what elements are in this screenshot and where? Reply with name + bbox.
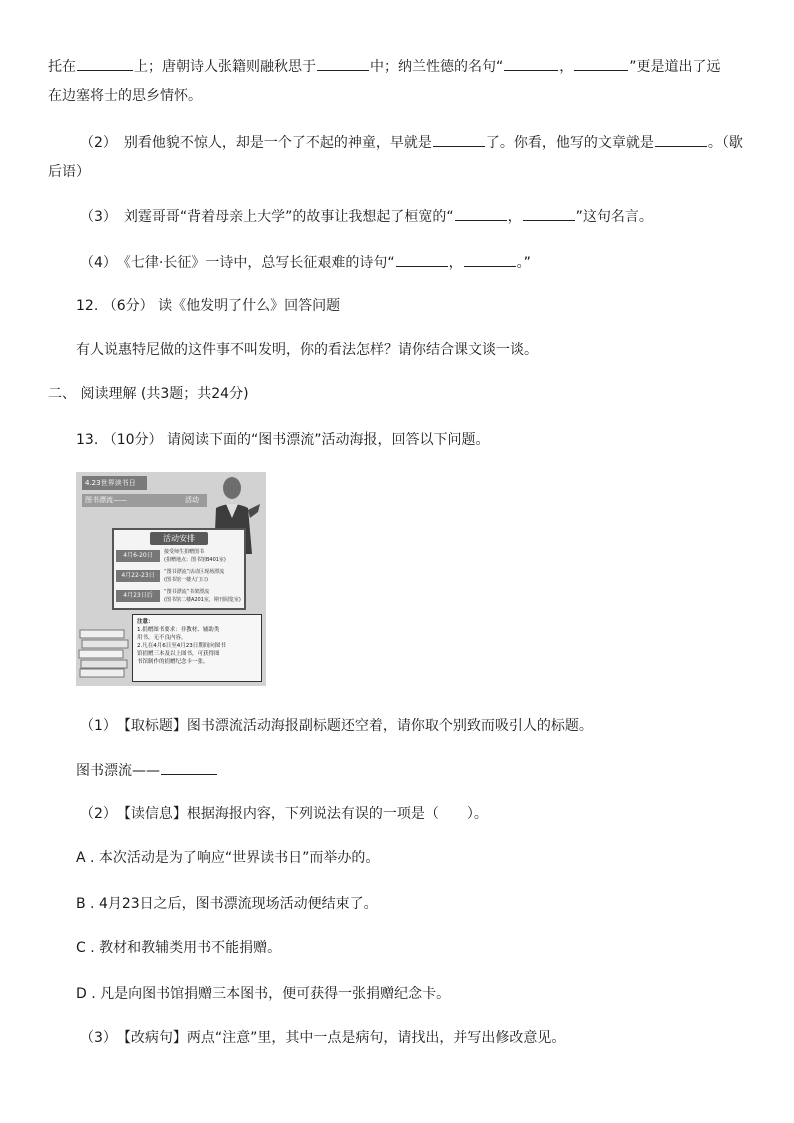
poster-date-label: 4.23世界读书日	[82, 476, 147, 490]
question-13-1: （1） 【取标题】图书漂流活动海报副标题还空着，请你取个别致而吸引人的标题。	[80, 718, 593, 734]
schedule-row: 4月6-20日 接受师生捐赠图书 (捐赠地点：图书馆B401室)	[116, 548, 242, 566]
question-3: （3） 刘霆哥哥“背着母亲上大学”的故事让我想起了桓宽的“ ， ”这句名言。	[80, 206, 653, 227]
blank[interactable]	[504, 56, 558, 71]
question-13-1-answer: 图书漂流——	[76, 760, 218, 781]
schedule-row: 4月22-23日 “图书漂流”活动区现场漂流 (图书馆一楼大门口)	[116, 568, 242, 586]
book-drift-poster	[76, 472, 266, 686]
board-title: 活动安排	[150, 532, 208, 545]
option-a: A . 本次活动是为了响应“世界读书日”而举办的。	[76, 850, 380, 866]
blank[interactable]	[655, 132, 707, 147]
option-b: B . 4月23日之后，图书漂流现场活动便结束了。	[76, 896, 378, 912]
blank[interactable]	[464, 252, 516, 267]
option-d: D . 凡是向图书馆捐赠三本图书，便可获得一张捐赠纪念卡。	[76, 986, 451, 1002]
blank[interactable]	[433, 132, 485, 147]
question-13-3: （3） 【改病句】两点“注意”里，其中一点是病句，请找出，并写出修改意见。	[80, 1030, 566, 1046]
question-12: 12. （6分） 读《他发明了什么》回答问题	[76, 298, 341, 314]
question-13: 13. （10分） 请阅读下面的“图书漂流”活动海报，回答以下问题。	[76, 432, 490, 448]
blank[interactable]	[396, 252, 448, 267]
blank[interactable]	[161, 760, 217, 775]
book-stack-icon	[78, 622, 130, 678]
poster-subtitle: 图书漂流—— 活动	[82, 494, 207, 507]
blank[interactable]	[317, 56, 369, 71]
activity-board	[112, 528, 246, 610]
text-line-1: 托在 上；唐朝诗人张籍则融秋思于 中；纳兰性德的名句“ ， ”更是道出了远	[48, 56, 721, 77]
section-2-heading: 二、 阅读理解 (共3题；共24分)	[48, 386, 249, 402]
blank[interactable]	[523, 206, 575, 221]
schedule-row: 4月23日后 “图书漂流”书架漂流 (图书馆二楼A201室，期刊阅览室)	[116, 588, 242, 606]
question-2-cont: 后语）	[48, 164, 90, 180]
option-c: C . 教材和教辅类用书不能捐赠。	[76, 940, 282, 956]
blank[interactable]	[77, 56, 133, 71]
question-4: （4） 《七律·长征》一诗中，总写长征艰难的诗句“ ， 。”	[80, 252, 531, 273]
blank[interactable]	[574, 56, 628, 71]
poster-note-box: 注意： 1.捐赠图书要求：非教材、辅助类 用书，无不良内容。 2.凡在4月6日至4月23日期间向图书 馆捐赠三本及以上图书，可获得图 书馆制作的捐赠纪念卡一张。	[132, 614, 262, 682]
text-line-2: 在边塞将士的思乡情怀。	[48, 88, 202, 104]
question-13-2: （2） 【读信息】根据海报内容，下列说法有误的一项是（ ）。	[80, 806, 488, 822]
question-2: （2） 别看他貌不惊人，却是一个了不起的神童，早就是 了。你看，他写的文章就是 。（歇	[80, 132, 743, 153]
question-12-prompt: 有人说惠特尼做的这件事不叫发明，你的看法怎样？请你结合课文谈一谈。	[76, 342, 538, 358]
blank[interactable]	[455, 206, 507, 221]
